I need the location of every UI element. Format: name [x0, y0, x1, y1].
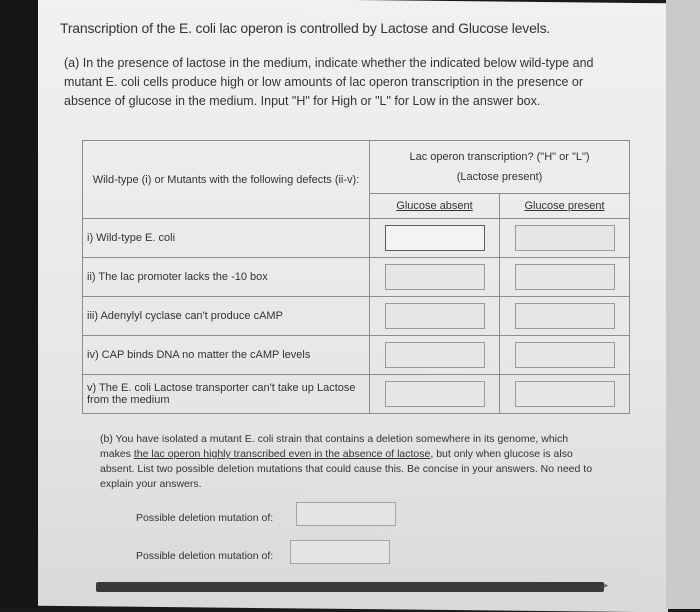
answer-cell — [370, 297, 500, 336]
column-header-glucose-absent — [370, 194, 500, 219]
part-b-question — [100, 432, 600, 492]
left-header: Wild-type (i) or Mutants with the following defects (ii-v): — [83, 141, 370, 219]
part-a-line: absence of glucose in the medium. Input "H" for High or "L" for Low in the answer box. — [64, 94, 541, 108]
answer-input-row2-absent[interactable] — [385, 264, 485, 290]
part-b-text: , but only when glucose is also absent. List two possible deletion mutations that could cause this. Be concise in your answers. No need to explain your answers. — [100, 448, 593, 490]
right-header-subtitle: (Lactose present) — [456, 171, 543, 183]
answer-input-row4-absent[interactable] — [385, 342, 485, 368]
answer-input-row3-absent[interactable] — [385, 303, 485, 329]
part-a-instructions — [64, 54, 634, 111]
answer-cell — [500, 375, 630, 414]
answer-cell — [370, 336, 500, 375]
part-a-line: mutant E. coli cells produce high or low amounts of lac operon transcription in the presence or — [64, 75, 584, 89]
page-title: Transcription of the E. coli lac operon is controlled by Lactose and Glucose levels. — [60, 20, 551, 36]
column-header-glucose-present — [500, 194, 630, 219]
deletion-input-1[interactable] — [296, 502, 396, 526]
part-a-line: (a) In the presence of lactose in the medium, indicate whether the indicated below wild-type and — [64, 56, 594, 70]
part-b-text: (b) You have isolated a mutant E. coli strain that contains a deletion somewhere in its genome, which makes — [100, 433, 569, 460]
answer-cell — [500, 219, 630, 258]
answer-cell — [370, 375, 500, 414]
deletion-label-2: Possible deletion mutation of: — [136, 550, 274, 562]
row-label: v) The E. coli Lactose transporter can't take up Lactose from the medium — [83, 375, 370, 414]
answer-input-row1-absent[interactable] — [385, 225, 485, 251]
answer-cell — [500, 297, 630, 336]
answer-cell — [500, 336, 630, 375]
row-label: ii) The lac promoter lacks the -10 box — [83, 258, 370, 297]
answer-input-row3-present[interactable] — [515, 303, 615, 329]
answer-cell — [370, 219, 500, 258]
answer-input-row4-present[interactable] — [515, 342, 615, 368]
row-label: iv) CAP binds DNA no matter the cAMP levels — [83, 336, 370, 375]
answer-table — [82, 140, 630, 414]
table-row — [83, 219, 630, 258]
deletion-input-2[interactable] — [290, 540, 390, 564]
row-label: i) Wild-type E. coli — [83, 219, 370, 258]
answer-input-row5-present[interactable] — [515, 381, 615, 407]
answer-cell — [500, 258, 630, 297]
column-label: Glucose absent — [396, 200, 473, 212]
deletion-label-1: Possible deletion mutation of: — [136, 512, 274, 524]
column-label: Glucose present — [524, 200, 605, 212]
part-b-emphasis: the lac operon highly transcribed even in the absence of lactose — [133, 448, 431, 460]
table-row — [83, 336, 630, 375]
answer-input-row1-present[interactable] — [515, 225, 615, 251]
table-row — [83, 297, 630, 336]
dark-background-left — [0, 0, 40, 609]
row-label: iii) Adenylyl cyclase can't produce cAMP — [83, 297, 370, 336]
scroll-right-arrow-icon[interactable]: ▸ — [604, 580, 609, 590]
answer-input-row5-absent[interactable] — [385, 381, 485, 407]
answer-cell — [370, 258, 500, 297]
table-row — [83, 258, 630, 297]
horizontal-scrollbar[interactable] — [96, 582, 604, 592]
right-header-title: Lac operon transcription? ("H" or "L") — [409, 151, 590, 163]
table-row — [83, 375, 630, 414]
page-edge-right — [666, 0, 700, 609]
right-header — [370, 141, 630, 194]
answer-input-row2-present[interactable] — [515, 264, 615, 290]
